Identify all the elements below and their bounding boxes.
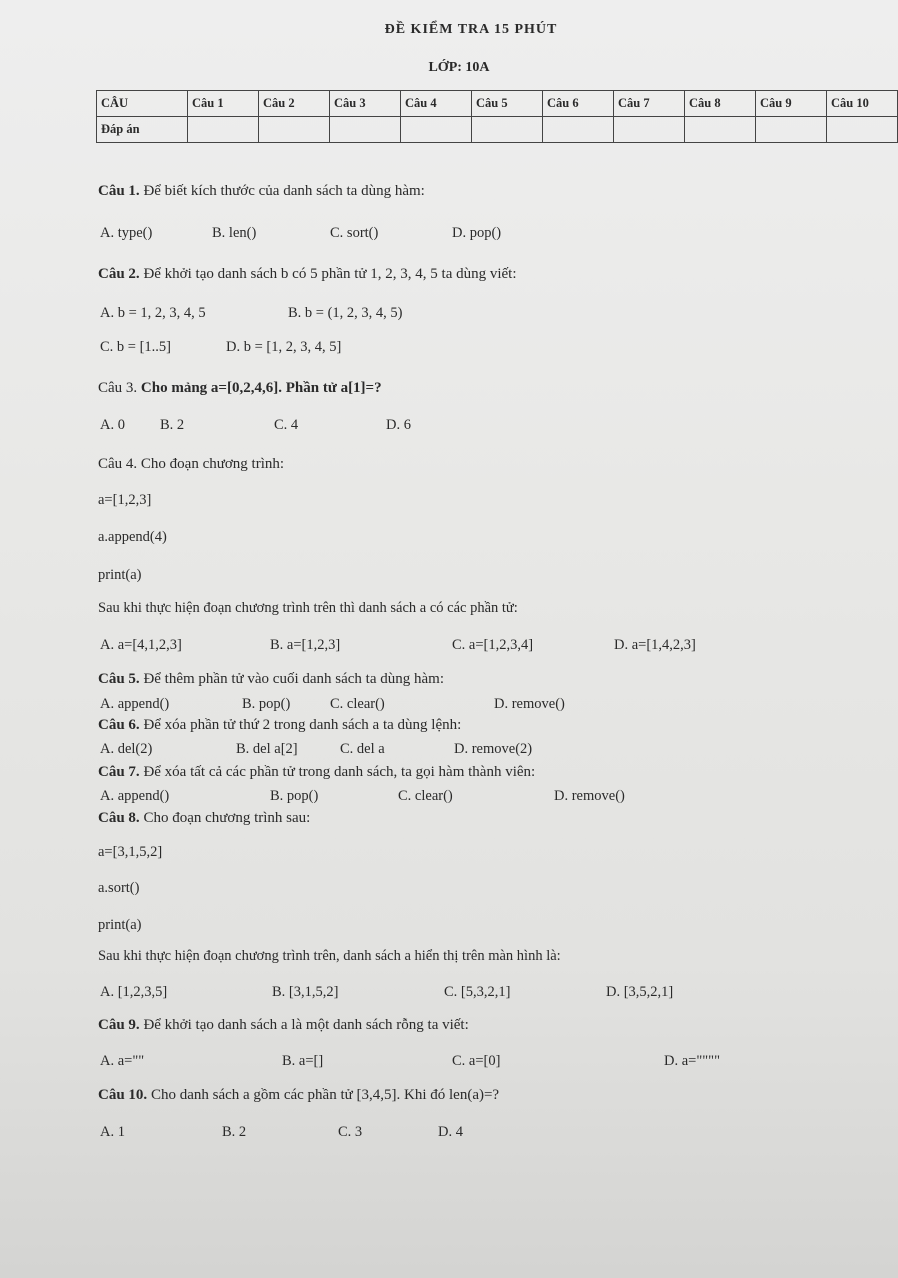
- code-line: a.sort(): [98, 880, 140, 896]
- answer-table: [96, 90, 898, 143]
- question-4-followup: Sau khi thực hiện đoạn chương trình trên thì danh sách a có các phần tử:: [98, 600, 518, 616]
- option-d: D. 6: [386, 417, 411, 433]
- table-cell: Câu 6: [543, 91, 614, 117]
- table-cell: Câu 4: [401, 91, 472, 117]
- question-7: [98, 764, 535, 781]
- table-cell: Câu 3: [330, 91, 401, 117]
- answer-cell[interactable]: [543, 117, 614, 143]
- question-text: Để biết kích thước của danh sách ta dùng hàm:: [139, 183, 425, 199]
- answer-cell[interactable]: [472, 117, 543, 143]
- option-b: B. pop(): [270, 788, 319, 804]
- option-c: C. sort(): [330, 225, 379, 241]
- table-cell: Câu 9: [756, 91, 827, 117]
- option-a: A. a="": [100, 1053, 145, 1069]
- question-6: [98, 717, 461, 734]
- answer-cell[interactable]: [827, 117, 898, 143]
- question-text: Cho đoạn chương trình sau:: [139, 810, 311, 826]
- option-c: C. 4: [274, 417, 299, 433]
- question-text: Để khởi tạo danh sách a là một danh sách rỗng ta viết:: [139, 1017, 469, 1033]
- option-b: B. a=[]: [282, 1053, 324, 1069]
- option-c: C. a=[0]: [452, 1053, 501, 1069]
- option-b: B. 2: [160, 417, 185, 433]
- answer-cell[interactable]: [614, 117, 685, 143]
- option-c: C. [5,3,2,1]: [444, 984, 511, 1000]
- option-b: B. a=[1,2,3]: [270, 637, 341, 653]
- code-line: a=[1,2,3]: [98, 492, 152, 508]
- table-cell: CÂU: [97, 91, 188, 117]
- option-a: A. type(): [100, 225, 153, 241]
- question-5: [98, 671, 444, 688]
- option-d: D. b = [1, 2, 3, 4, 5]: [226, 339, 342, 355]
- option-c: C. clear(): [398, 788, 453, 804]
- question-text: Để thêm phần tử vào cuối danh sách ta dùng hàm:: [139, 671, 444, 687]
- option-a: A. append(): [100, 696, 170, 712]
- question-label: Câu 9.: [98, 1017, 140, 1033]
- option-a: A. [1,2,3,5]: [100, 984, 168, 1000]
- option-a: A. 1: [100, 1124, 125, 1140]
- exam-title: ĐỀ KIỂM TRA 15 PHÚT: [384, 22, 558, 37]
- table-cell: Câu 10: [827, 91, 898, 117]
- table-cell: Câu 5: [472, 91, 543, 117]
- option-d: D. remove(2): [454, 741, 533, 757]
- option-a: A. b = 1, 2, 3, 4, 5: [100, 305, 206, 321]
- table-cell: Câu 1: [188, 91, 259, 117]
- option-b: B. b = (1, 2, 3, 4, 5): [288, 305, 403, 321]
- answer-cell[interactable]: [756, 117, 827, 143]
- table-cell: Câu 8: [685, 91, 756, 117]
- code-line: print(a): [98, 567, 142, 583]
- option-c: C. clear(): [330, 696, 385, 712]
- answer-cell[interactable]: [330, 117, 401, 143]
- option-c: C. a=[1,2,3,4]: [452, 637, 534, 653]
- question-text: Để xóa phần tử thứ 2 trong danh sách a ta dùng lệnh:: [139, 717, 462, 733]
- option-b: B. len(): [212, 225, 257, 241]
- question-label: Câu 4.: [98, 456, 138, 472]
- option-c: C. 3: [338, 1124, 363, 1140]
- question-label: Câu 2.: [98, 266, 140, 282]
- option-d: D. 4: [438, 1124, 463, 1140]
- option-c: C. del a: [340, 741, 385, 757]
- class-label: LỚP: 10A: [428, 60, 490, 75]
- question-1: [98, 183, 425, 200]
- table-cell: Đáp án: [97, 117, 188, 143]
- option-d: D. pop(): [452, 225, 502, 241]
- question-label: Câu 8.: [98, 810, 140, 826]
- option-d: D. a=[1,4,2,3]: [614, 637, 696, 653]
- answer-cell[interactable]: [401, 117, 472, 143]
- question-label: Câu 1.: [98, 183, 140, 199]
- code-line: a=[3,1,5,2]: [98, 844, 163, 860]
- answer-table-header-row: [97, 91, 898, 117]
- question-4: [98, 456, 284, 473]
- question-text: Cho mảng a=[0,2,4,6]. Phần tử a[1]=?: [137, 380, 382, 396]
- question-text: Cho đoạn chương trình:: [137, 456, 285, 472]
- code-line: a.append(4): [98, 529, 167, 545]
- option-d: D. remove(): [494, 696, 565, 712]
- question-3: [98, 380, 382, 397]
- question-label: Câu 3.: [98, 380, 138, 396]
- answer-table-answer-row: [97, 117, 898, 143]
- option-c: C. b = [1..5]: [100, 339, 172, 355]
- question-label: Câu 7.: [98, 764, 140, 780]
- question-label: Câu 5.: [98, 671, 140, 687]
- question-2: [98, 266, 517, 283]
- code-line: print(a): [98, 917, 142, 933]
- question-text: Cho danh sách a gồm các phần tử [3,4,5]. Khi đó len(a)=?: [147, 1087, 500, 1103]
- question-text: Để xóa tất cả các phần tử trong danh sách, ta gọi hàm thành viên:: [139, 764, 536, 780]
- option-a: A. append(): [100, 788, 170, 804]
- question-8: [98, 810, 310, 827]
- option-d: D. a="""": [664, 1053, 721, 1069]
- question-8-followup: Sau khi thực hiện đoạn chương trình trên, danh sách a hiển thị trên màn hình là:: [98, 948, 561, 964]
- option-b: B. del a[2]: [236, 741, 298, 757]
- answer-cell[interactable]: [259, 117, 330, 143]
- question-label: Câu 10.: [98, 1087, 148, 1103]
- table-cell: Câu 7: [614, 91, 685, 117]
- question-9: [98, 1017, 469, 1034]
- option-b: B. 2: [222, 1124, 247, 1140]
- answer-cell[interactable]: [685, 117, 756, 143]
- question-10: [98, 1087, 499, 1104]
- option-a: A. a=[4,1,2,3]: [100, 637, 182, 653]
- answer-cell[interactable]: [188, 117, 259, 143]
- option-b: B. [3,1,5,2]: [272, 984, 339, 1000]
- question-text: Để khởi tạo danh sách b có 5 phần tử 1, 2, 3, 4, 5 ta dùng viết:: [139, 266, 517, 282]
- option-a: A. 0: [100, 417, 125, 433]
- table-cell: Câu 2: [259, 91, 330, 117]
- option-d: D. [3,5,2,1]: [606, 984, 674, 1000]
- question-label: Câu 6.: [98, 717, 140, 733]
- option-b: B. pop(): [242, 696, 291, 712]
- option-a: A. del(2): [100, 741, 153, 757]
- option-d: D. remove(): [554, 788, 625, 804]
